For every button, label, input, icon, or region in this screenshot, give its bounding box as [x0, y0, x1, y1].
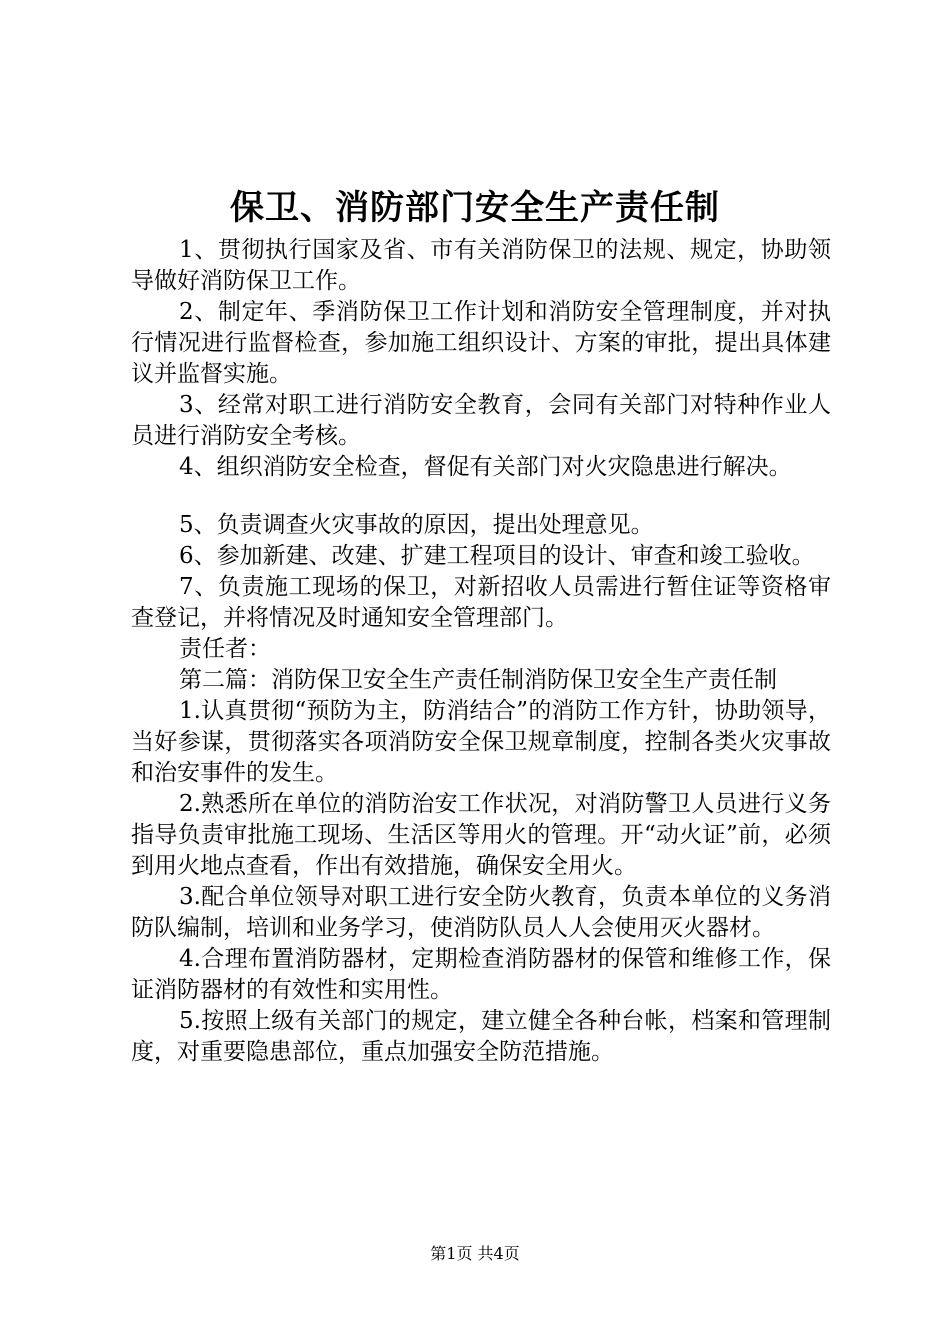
paragraph-2: 2、制定年、季消防保卫工作计划和消防安全管理制度，并对执行情况进行监督检查，参加施工组织设计、方案的审批，提出具体建议并监督实施。	[131, 299, 831, 387]
section-two-heading: 第二篇：消防保卫安全生产责任制消防保卫安全生产责任制	[179, 667, 777, 693]
paragraph-6: 6、参加新建、改建、扩建工程项目的设计、审查和竣工验收。	[179, 543, 815, 569]
page-footer: 第1页 共4页	[430, 1244, 520, 1263]
paragraph-1: 1、贯彻执行国家及省、市有关消防保卫的法规、规定，协助领导做好消防保卫工作。	[131, 237, 831, 294]
paragraph-s2-3: 3.配合单位领导对职工进行安全防火教育，负责本单位的义务消防队编制，培训和业务学习，使消防队员人人会使用灭火器材。	[131, 884, 831, 941]
paragraph-s2-2: 2.熟悉所在单位的消防治安工作状况，对消防警卫人员进行义务指导负责审批施工现场、生活区等用火的管理。开“动火证”前，必须到用火地点查看，作出有效措施，确保安全用火。	[131, 791, 831, 879]
document-body	[131, 235, 831, 1068]
paragraph-7: 7、负责施工现场的保卫，对新招收人员需进行暂住证等资格审查登记，并将情况及时通知安全管理部门。	[131, 574, 831, 631]
paragraph-3: 3、经常对职工进行消防安全教育，会同有关部门对特种作业人员进行消防安全考核。	[131, 392, 831, 449]
paragraph-s2-4: 4.合理布置消防器材，定期检查消防器材的保管和维修工作，保证消防器材的有效性和实用性。	[131, 946, 831, 1003]
paragraph-s2-1: 1.认真贯彻“预防为主，防消结合”的消防工作方针，协助领导，当好参谋，贯彻落实各项消防安全保卫规章制度，控制各类火灾事故和治安事件的发生。	[131, 698, 831, 786]
paragraph-5: 5、负责调查火灾事故的原因，提出处理意见。	[179, 512, 654, 538]
document-title: 保卫、消防部门安全生产责任制	[230, 188, 720, 228]
responsible-person-label: 责任者：	[179, 636, 271, 662]
paragraph-4: 4、组织消防安全检查，督促有关部门对火灾隐患进行解决。	[179, 454, 792, 480]
paragraph-s2-5: 5.按照上级有关部门的规定，建立健全各种台帐，档案和管理制度，对重要隐患部位，重点加强安全防范措施。	[131, 1008, 831, 1065]
